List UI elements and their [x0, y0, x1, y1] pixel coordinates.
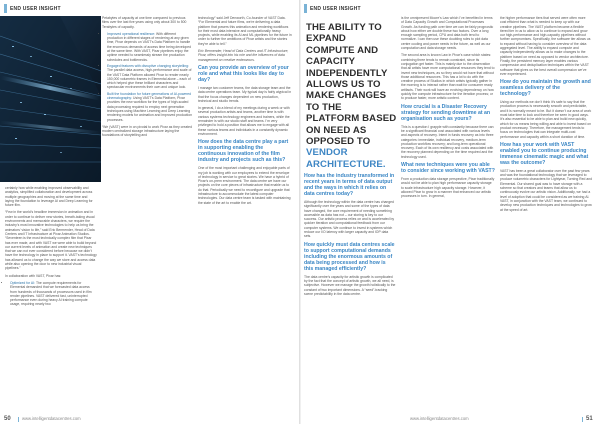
paragraph: Although the technology within the data centre has changed significantly over the years and some of the types of data have changed, the core requirement of needing something accessible as data has not – our storing is key to our success. Our artistic process relies on and is accelerated by quicker iteration and computational feedback from our computer systems. We continue to invest in systems which reduce our I/O latency with larger capacity and IOP data sets. [304, 200, 395, 239]
paragraph: The second area is known Law in Pixar’s case which states: combining three tends to remain constraint, since its conjugation get faster. This is mainly due to the observation that all artists have more computational resources they tend to invent new techniques, as so they would not have that without those additional resources. This has a lot to do with the creative process of Studios in which artists typically gather in the morning is to interact rather than wait for consumer ready artifacts. Their work will have an evolving dependency on how quickly the compute infrastructure for the iteration process; or to produce faster, more artistic content. [401, 53, 495, 101]
right-column-2 [401, 16, 495, 202]
page-number: 50 [4, 416, 11, 422]
right-column-1 [304, 170, 396, 299]
question-heading: How does the data centre play a part in supporting enabling the continuous innovation of the film industry and projects such as this? [198, 139, 289, 164]
pull-quote-lead: THE ABILITY TO EXPAND COMPUTE AND CAPACITY INDEPENDENTLY ALLOWS US TO MAKE CHANGES TO THE PLATFORM BASED ON NEED AS OPPOSED TO [306, 22, 397, 148]
list-item-heading: Built the foundation for future generations of AI-powered cinematography: [107, 91, 192, 101]
left-column-3 [198, 16, 292, 208]
paragraph: certainly how while enabling improved observability and analytics, simplified collaboration and development across multiple geographies and moving at the same time and laying the foundation to leverage AI and Deep Learning for future film. [5, 186, 93, 208]
paragraph: VAST has been a great collaborator over the past few years and was the foundational technology that we leveraged to produce volumetric characters for Lightyear, Turning Red and Elemental. Our shared goal was to have storage with a scheme so that creators and teams that allow us to continuously evolve our artistic vision. Additionally, we had a level of adoption that could be considered as we training AI. VAST, in conjunction with the VAST team, we continued to develop new production techniques and technologies to grow at the speed of art. [500, 168, 592, 212]
page-number: 51 [586, 416, 593, 422]
list-item-body: The parallel data access, high-performance and scale of the VAST Data Platform allowed Pixar to render nearly 150,000 volumetric frames in Elemental alone – each of which helped give these brilliant characters and spectacular environments their own and unique look. [107, 68, 192, 90]
question-heading: How has your work with VAST enabled you to continue producing immense cinematic magic and what was the outcome? [500, 141, 589, 166]
bullet-list [102, 32, 192, 122]
paragraph: In general, I do a blend of my meetings during a week or with several production artists and teams, another time is with various systems technology engineers and trainers, while the remainder is with our studio staff and teams. I’m very privileged to hold a position that allows me to engage with all these various teams and individuals in a constantly dynamic environment. [198, 106, 290, 136]
footer-accent [582, 417, 583, 422]
paragraph: “We (VAST) were in on pivotal to work Pixar as they created modern centralized storage infrastructure laying the foundations of storytelling and [102, 124, 192, 138]
list-item [107, 92, 192, 122]
section-tag-label: END USER INSIGHT [310, 5, 361, 12]
right-column-3 [500, 16, 592, 215]
question-heading: What new techniques were you able to consider since working with VAST? [401, 162, 495, 175]
server-rack-image [0, 16, 101, 182]
list-item-heading: Engaged features with disruptive changing storytelling: [107, 63, 189, 68]
bullet-list [5, 281, 97, 307]
list-item-heading: Optimized for AI: [10, 280, 36, 285]
paragraph: From a production data storage perspective, Pixar traditionally would not be able to plan high performance capacity storage to scale infrastructure high capacity storage. However, it allowed Pixar to grow in a manner that enhanced our artistic processes in turn. In general, [401, 177, 495, 199]
tag-accent-bar [4, 4, 7, 13]
list-item-heading: Improved operational resilience: [107, 31, 156, 36]
list-item-body: The compute requirements for Elemental demanded that we forecasted data access from hundreds of thousands of processors used in film render pipelines. VAST delivered fast, uninterrupted performance even during heavy AI training compute usage, requiring nearly two [10, 280, 92, 307]
section-tag [304, 4, 361, 13]
list-item-body: With different production in different stages of rendering at any given time, Pixar depends on VAST’s Data Platform to handle the enormous demands of access time being developed at the same time. With VAST, Pixar pipelines enjoy the uptime needed to seamlessly stream the production schedules and bottlenecks. [107, 31, 192, 62]
question-heading: How has the industry transformed in recent years in terms of data output and the ways in which it relies on data centres today? [304, 173, 395, 197]
question-heading: How quickly must data centres scale to support computational demands including the enormous amounts of data being processed and how is this managed efficiently? [304, 241, 395, 272]
paragraph: I manage two customer teams, the data storage team and the data centre operations team. My typical day is fairly atypical in that the focus changes dependent on new production, technical and studio trends. [198, 85, 292, 103]
paragraph: Petabytes of capacity at one time compared to previous films over the last five years using only about 300 to 500 Terabytes of capacity. [102, 16, 187, 29]
paragraph: In collaboration with VAST, Pixar has: [5, 273, 62, 278]
paragraph: the higher performance tiers that served were often more cost efficient than what is needed to keep up with our creative pipelines. The VAST platform became a flexible tiered tier in us to allow us to continue to expand and grow our high-performance and high-capacity pipelines without further compromises. Specifically, the software tier allows us to expand without having to consider overview of the data aggregated level. The ability to expand compute and capacity independently allows us to make changes to the platform based on need as opposed to vendor architecture. Finally, the persistent memory layer enables various compression and deduplication techniques within the VAST software that gives us the best overall compression we’ve ever experienced. [500, 16, 591, 76]
paragraph: “Few in the world’s headline immersion in animation and in order to continue to deliver new stories, breath-taking visual environments and memorable characters, we require the industry’s most innovative technologies to help us bring the animators’ vision to life,” said Eric Bermender, Head of Data Centers and IT Infrastructure at Pixar Animation Studios. “Seventeen is the most technically complex film that Pixar has ever made, and with VAST we were able to build beyond our current levels of animation and create new techniques that we can not ever considered before because we didn’t have the technology in place to support it. VAST’s technology has allowed us to change the way we store and access data while also opening the door to new industrial visual pipelines.” [5, 210, 97, 271]
question-heading: How crucial is a Disaster Recovery strategy for sending downtime at an organisation such as yours? [401, 103, 491, 122]
paragraph-intro: Eric Bermender, Head of Data Centers and IT Infrastructure, Pixar, offers insight into his role and the influences of data management on creative endeavours. [198, 49, 289, 62]
paragraph: The data centre’s capacity for artistic growth is complicated by the fact that the concept of artistic growth, we all need, is subjective. However we manage the growth holistically to the constant of two important dimensions. A “seed”-tracking scene predictability in the data centre. [304, 274, 396, 296]
list-item [107, 32, 192, 62]
list-item-body: Using VAST’s Data Platform, Pixar provides the new workflow for the types of high-scaled data processing required to employ next generation techniques using Machine Learning and Deep Learning rendering models for animation and improved production processes. [107, 96, 193, 122]
tag-accent-bar [304, 4, 307, 13]
pull-quote-emphasis: VENDOR ARCHITECTURE. [306, 147, 386, 170]
footer-accent [18, 417, 19, 422]
footer-url: www.intelligentdatacentres.com [410, 416, 469, 421]
server-room-photo [0, 16, 101, 182]
paragraph: One of the most important challenging and enjoyable parts of my job is working with our employees to extend the envelope of technology in service to great stories. We have a hybrid of Pixar’s on-prem environment. The data centre we have our projects on the core pieces of infrastructure that enable us to do that. Periodically we need to reconfigure and upgrade that infrastructure to accommodate the latest computer technologies. Our data centre team is tasked with maintaining the state of the art to enable the art. [198, 166, 291, 205]
paragraph: technology” said Jeff Denworth, Co-founder of VAST Data. “For Elemental and future films, we’re delivering a data platform that powers this animation and rendering workflows for their most data intensive and computationally heavy projects, while enabling its AI and ML pipelines for the future in order to further the ambitions of Pixar artists and the stories they’re able to tell.” [198, 16, 292, 46]
left-column-2 [102, 16, 192, 141]
section-tag-label: END USER INSIGHT [10, 5, 61, 12]
footer-url: www.intelligentdatacentres.com [22, 416, 81, 421]
pull-quote [306, 22, 397, 170]
left-column-1 [5, 186, 97, 310]
right-page [300, 0, 600, 424]
section-tag [4, 4, 61, 13]
paragraph: Using our methods we don’t think it’s safe to say that the production process is necessarily smooth and predictable, and it is normally meant to be. But it doesn’t our area of work must take time to look and therefore be seen in good ways. It’s also essential to be able to plan and build new quickly, which for us means being willing and able to invest based on product necessary. Therefore, the management tends to focus on technologies that can integrate multi-cost performance and capacity within a short duration of time. [500, 100, 592, 139]
question-heading: Can you provide an overview of your role and what this looks like day to day? [198, 64, 289, 83]
list-item [10, 281, 97, 307]
question-heading: How do you maintain the growth and seamless delivery of the technology? [500, 79, 591, 98]
list-item [107, 64, 192, 90]
paragraph: This is a question I grapple with constantly because there can be a significant financial cost associated with various levels and aspects of recovery. Intent in funds recovery as into three categories: immediate, individual recovery, medium-term production workflow recovery; and long-term operational recovery. Each of its own resiliency and costs associated with the recovery planned depending on the time required and the technology used. [401, 124, 494, 159]
paragraph: is the omnipresent Moore’s Law which I’ve benefited in terms of Data Capacity Growth and Computational Processes Growth. As funding path over time we can be fairly prognostic about how either we double these two factors. Over a long enough sampling period, CPU and data both tend to normalize. I can then use these doubling rules to plot data centre cooling and power needs in the future, as well as our computation and data storage needs. [401, 16, 494, 51]
